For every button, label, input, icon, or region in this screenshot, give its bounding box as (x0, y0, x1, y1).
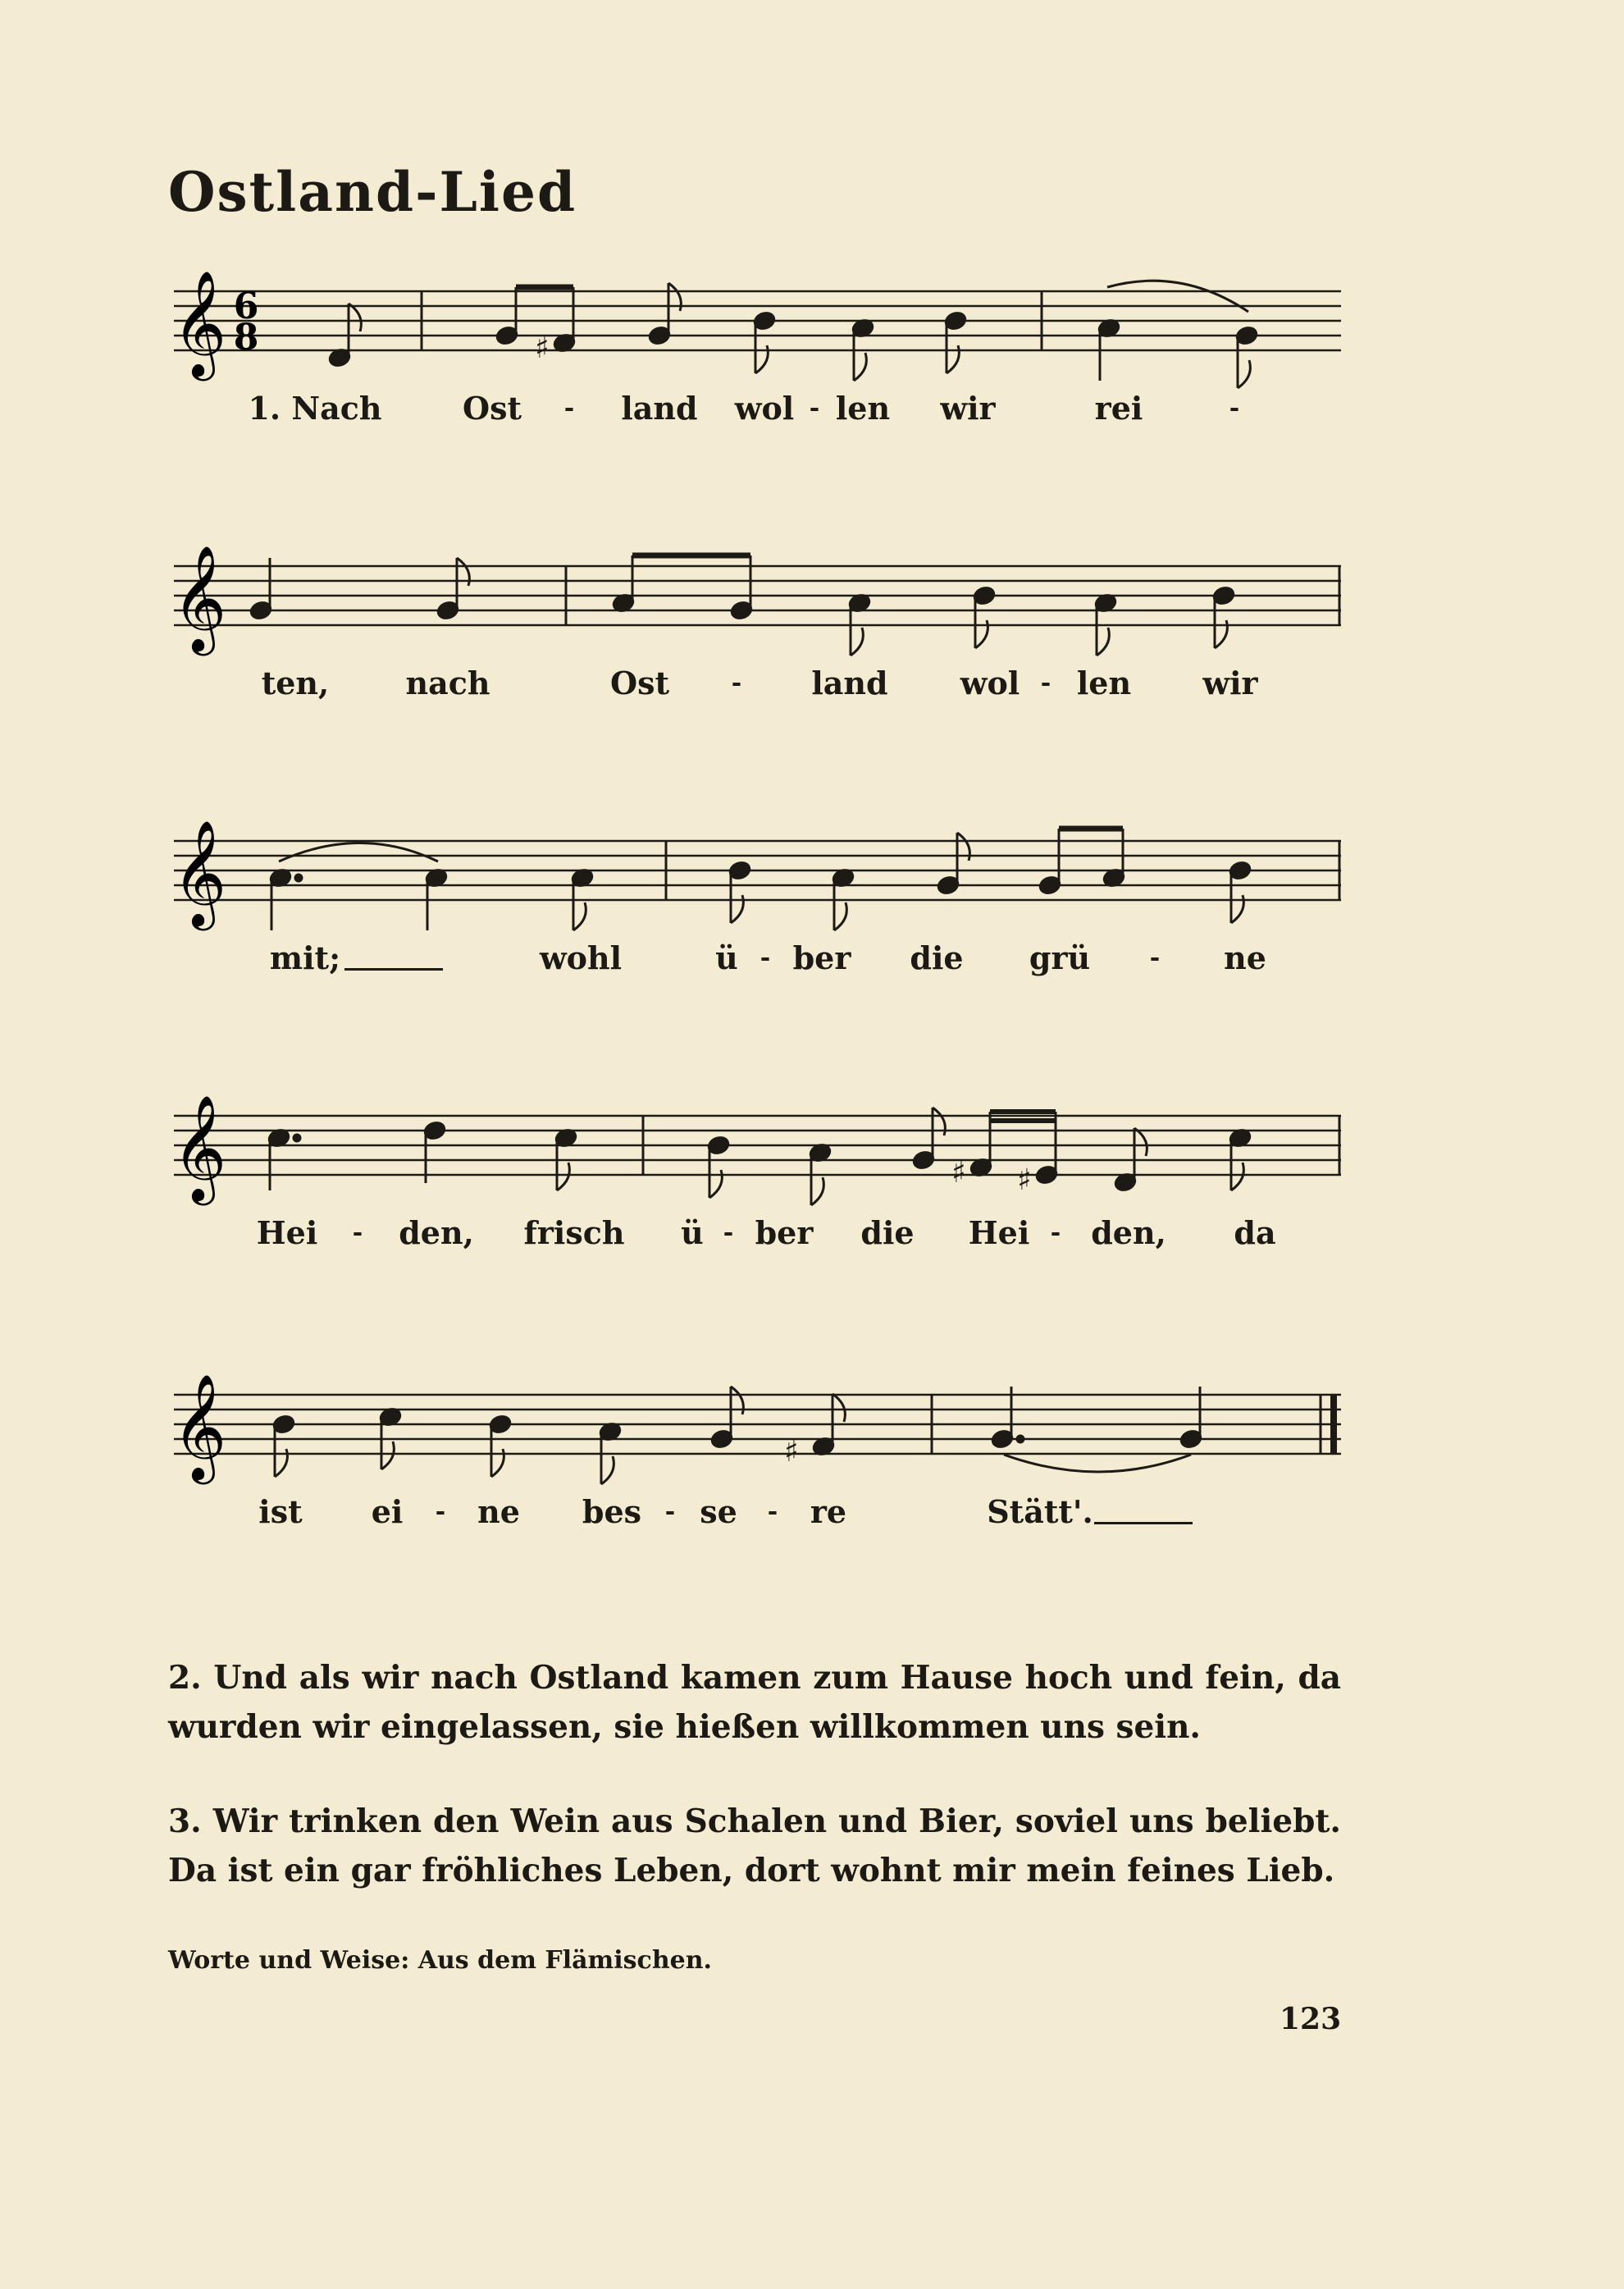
lyric: den, (399, 1214, 474, 1251)
hyphen: - (1050, 1218, 1061, 1247)
lyric: Ost (462, 390, 522, 427)
notes-1 (328, 281, 1259, 388)
lyric: die (910, 939, 964, 976)
lyric: land (621, 390, 698, 427)
hyphen: - (809, 394, 820, 423)
slur (1004, 1455, 1191, 1472)
treble-clef-icon: 𝄞 (172, 1374, 227, 1480)
hyphen: - (731, 669, 742, 697)
sharp-icon: ♯ (784, 1435, 799, 1469)
lyric: die (860, 1214, 915, 1251)
slur (279, 843, 438, 862)
lyric: land (811, 665, 888, 701)
lyric: 1. Nach (248, 390, 382, 427)
staff-2 (0, 546, 1624, 775)
song-title: Ostland-Lied (168, 160, 577, 224)
hyphen: - (664, 1497, 676, 1526)
treble-clef-icon: 𝄞 (172, 546, 227, 651)
lyric: wir (1202, 665, 1258, 701)
lyric: ei (371, 1493, 404, 1530)
lyric: ten, (261, 665, 330, 701)
lyric: wohl (539, 939, 623, 976)
lyric: ü (715, 939, 738, 976)
staff-4 (0, 1095, 1624, 1325)
lyric: se (700, 1493, 737, 1530)
treble-clef-icon: 𝄞 (172, 271, 227, 377)
hyphen: - (1040, 669, 1051, 697)
lyric: ne (477, 1493, 520, 1530)
page-number: 123 (1280, 2002, 1342, 2036)
lyric: len (835, 390, 891, 427)
hyphen: - (1149, 943, 1161, 972)
lyric: wir (940, 390, 996, 427)
lyric: da (1234, 1214, 1276, 1251)
slur (1107, 281, 1248, 312)
lyric: grü (1029, 939, 1091, 976)
lyric: Hei (256, 1214, 318, 1251)
treble-clef-icon: 𝄞 (172, 1095, 227, 1201)
notes-4 (267, 1108, 1252, 1205)
staff-system-1 (0, 271, 1624, 500)
lyric: Stätt'. (987, 1493, 1093, 1530)
time-sig-bottom: 8 (233, 317, 259, 359)
lyric: ber (792, 939, 851, 976)
sharp-icon: ♯ (535, 331, 550, 365)
hyphen: - (760, 943, 771, 972)
hyphen: - (1229, 394, 1240, 423)
lyric: nach (405, 665, 490, 701)
lyric: Ost (609, 665, 670, 701)
lyric: rei (1094, 390, 1143, 427)
lyric: ü (681, 1214, 704, 1251)
notes-3 (269, 829, 1252, 930)
lyric: re (810, 1493, 847, 1530)
hyphen: - (767, 1497, 778, 1526)
lyric: ber (755, 1214, 814, 1251)
hyphen: - (352, 1218, 363, 1247)
sharp-icon: ♯ (951, 1156, 966, 1190)
extender-line (1094, 1522, 1193, 1524)
hyphen: - (435, 1497, 446, 1526)
lyric: wol (734, 390, 795, 427)
staff-system-5 (0, 1374, 1624, 1604)
lyric: ist (258, 1493, 303, 1530)
staff-system-2 (0, 546, 1624, 775)
hyphen: - (723, 1218, 734, 1247)
lyric: bes (582, 1493, 642, 1530)
extender-line (344, 968, 443, 971)
lyric: den, (1091, 1214, 1166, 1251)
staff-1 (0, 271, 1624, 500)
time-sig-top: 6 (233, 286, 259, 327)
staff-system-4 (0, 1095, 1624, 1325)
lyric: Hei (968, 1214, 1030, 1251)
treble-clef-icon: 𝄞 (172, 820, 227, 926)
lyric: len (1076, 665, 1132, 701)
verse-3: 3. Wir trinken den Wein aus Schalen und Bier, soviel uns beliebt. Da ist ein gar fröhliches Leben, dort wohnt mir mein feines Lieb. (168, 1802, 1341, 1889)
staff-5 (0, 1374, 1624, 1604)
lyric: mit; (269, 939, 341, 976)
verse-2: 2. Und als wir nach Ostland kamen zum Hause hoch und fein, da wurden wir eingelassen, sie hießen willkommen uns sein. (168, 1659, 1341, 1746)
lyric: ne (1224, 939, 1266, 976)
notes-5 (272, 1387, 1203, 1484)
credit-line: Worte und Weise: Aus dem Flämischen. (168, 1946, 712, 1975)
sharp-icon: ♯ (1017, 1163, 1032, 1197)
notes-2 (249, 555, 1236, 656)
lyric: frisch (523, 1214, 625, 1251)
lyric: wol (960, 665, 1020, 701)
hyphen: - (563, 394, 575, 423)
staff-3 (0, 820, 1624, 1050)
staff-system-3 (0, 820, 1624, 1050)
